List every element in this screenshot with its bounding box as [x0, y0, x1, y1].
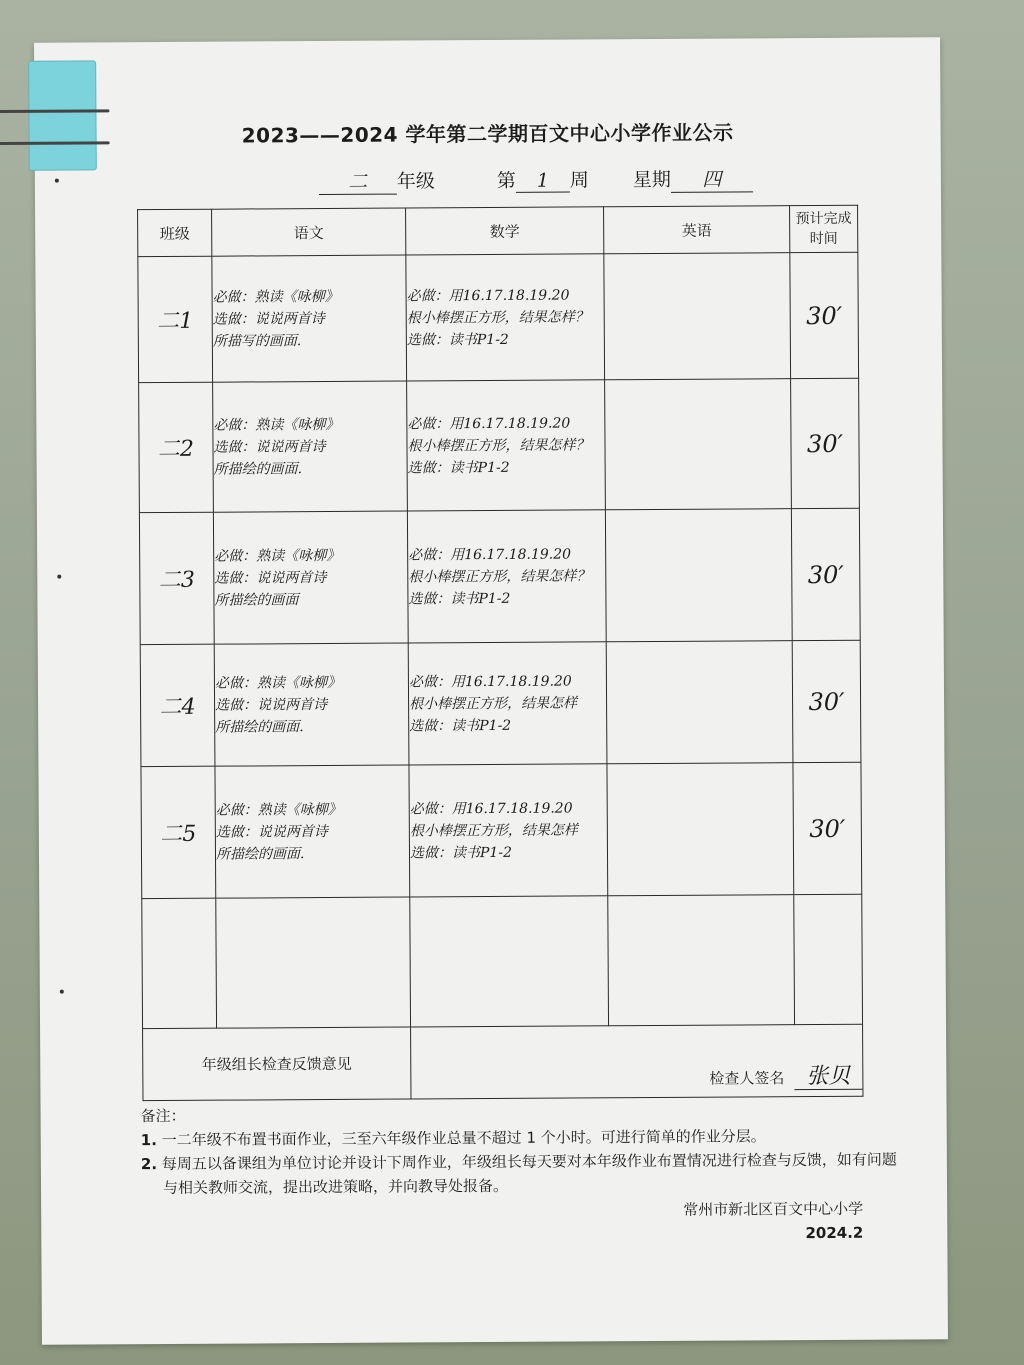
- feedback-label: 年级组长检查反馈意见: [143, 1027, 411, 1101]
- checker-signature: 张贝: [794, 1064, 862, 1090]
- english-cell: [604, 253, 791, 380]
- note-text: 一二年级不布置书面作业，三至六年级作业总量不超过 1 个小时。可进行简单的作业分层。: [161, 1127, 766, 1150]
- time-cell: 30′: [790, 252, 859, 378]
- checker-label: 检查人签名: [709, 1069, 785, 1088]
- english-cell: [605, 509, 792, 642]
- week-value: 1: [516, 170, 570, 193]
- notes-heading: 备注：: [140, 1106, 186, 1126]
- note-number: 1.: [140, 1131, 157, 1150]
- header-estimated-time: 预计完成时间: [790, 205, 858, 252]
- class-cell: 二2: [139, 382, 214, 512]
- punch-hole: [60, 990, 64, 994]
- time-cell: 30′: [791, 508, 860, 640]
- math-cell: 必做：用16.17.18.19.20 根小棒摆正方形，结果怎样 选做：读书P1-2: [408, 642, 607, 765]
- english-cell: [607, 763, 794, 896]
- table-header-row: [138, 205, 858, 256]
- empty-cell: [216, 897, 411, 1028]
- header-english: 英语: [604, 206, 790, 254]
- empty-cell: [410, 896, 609, 1027]
- punch-hole: [57, 575, 61, 579]
- page-title: 2023——2024 学年第二学期百文中心小学作业公示: [241, 120, 734, 148]
- class-cell: 二1: [138, 256, 213, 382]
- week-suffix: 周: [569, 169, 589, 192]
- table-row-empty: [142, 894, 863, 1028]
- time-cell: 30′: [793, 762, 862, 894]
- table-row: [139, 378, 860, 512]
- math-cell: 必做：用16.17.18.19.20 根小棒摆正方形，结果怎样？ 选做：读书P1-2: [407, 510, 606, 643]
- weekday-line: [633, 164, 753, 193]
- class-cell: 二5: [141, 766, 216, 898]
- header-chinese: 语文: [212, 208, 406, 256]
- weekday-value: 四: [671, 164, 753, 193]
- class-cell: 二3: [139, 512, 214, 644]
- checker-signature-cell: [411, 1024, 863, 1099]
- chinese-cell: 必做：熟读《咏柳》 选做：说说两首诗 所描绘的画面.: [213, 381, 408, 512]
- school-name: 常州市新北区百文中心小学: [683, 1199, 864, 1219]
- table-row: [139, 508, 860, 644]
- note-text: 每周五以备课组为单位讨论并设计下周作业，年级组长每天要对本年级作业布置情况进行检查与反馈，如有问题与相关教师交流，提出改进策略，并向教导处报备。: [161, 1150, 897, 1198]
- binder-clip: [28, 60, 97, 170]
- homework-notice-sheet: [34, 37, 948, 1345]
- english-cell: [606, 641, 793, 764]
- chinese-cell: 必做：熟读《咏柳》 选做：说说两首诗 所描绘的画面.: [214, 643, 409, 766]
- grade-line: [319, 166, 435, 195]
- chinese-cell: 必做：熟读《咏柳》 选做：说说两首诗 所描写的画面.: [212, 255, 407, 382]
- empty-cell: [608, 895, 795, 1026]
- empty-cell: [142, 898, 217, 1028]
- notes-section: [141, 1100, 902, 1201]
- note-number: 2.: [140, 1155, 158, 1174]
- grade-label: 年级: [396, 170, 435, 193]
- chinese-cell: 必做：熟读《咏柳》 选做：说说两首诗 所描绘的画面.: [215, 765, 410, 898]
- header-class: 班级: [138, 209, 212, 256]
- weekday-label: 星期: [632, 168, 671, 192]
- table-row: [140, 640, 861, 766]
- english-cell: [605, 379, 792, 510]
- clip-wire: [0, 109, 109, 113]
- math-cell: 必做：用16.17.18.19.20 根小棒摆正方形，结果怎样 选做：读书P1-2: [409, 764, 608, 897]
- issue-date: 2024.2: [805, 1223, 864, 1243]
- week-line: [497, 165, 589, 193]
- punch-hole: [55, 179, 59, 183]
- chinese-cell: 必做：熟读《咏柳》 选做：说说两首诗 所描绘的画面: [213, 511, 408, 644]
- class-cell: 二4: [140, 644, 215, 766]
- table-row: [138, 252, 859, 382]
- math-cell: 必做：用16.17.18.19.20 根小棒摆正方形，结果怎样？ 选做：读书P1-2: [407, 380, 606, 511]
- table-row: [141, 762, 862, 898]
- math-cell: 必做：用16.17.18.19.20 根小棒摆正方形，结果怎样？ 选做：读书P1-2: [406, 254, 605, 381]
- grade-value: 二: [319, 167, 397, 195]
- time-cell: 30′: [792, 640, 861, 762]
- empty-cell: [794, 894, 863, 1024]
- homework-table: [137, 205, 863, 1101]
- header-math: 数学: [406, 207, 604, 255]
- time-cell: 30′: [791, 378, 860, 508]
- week-prefix: 第: [496, 169, 516, 192]
- feedback-row: [143, 1024, 863, 1100]
- note-item: [141, 1148, 901, 1201]
